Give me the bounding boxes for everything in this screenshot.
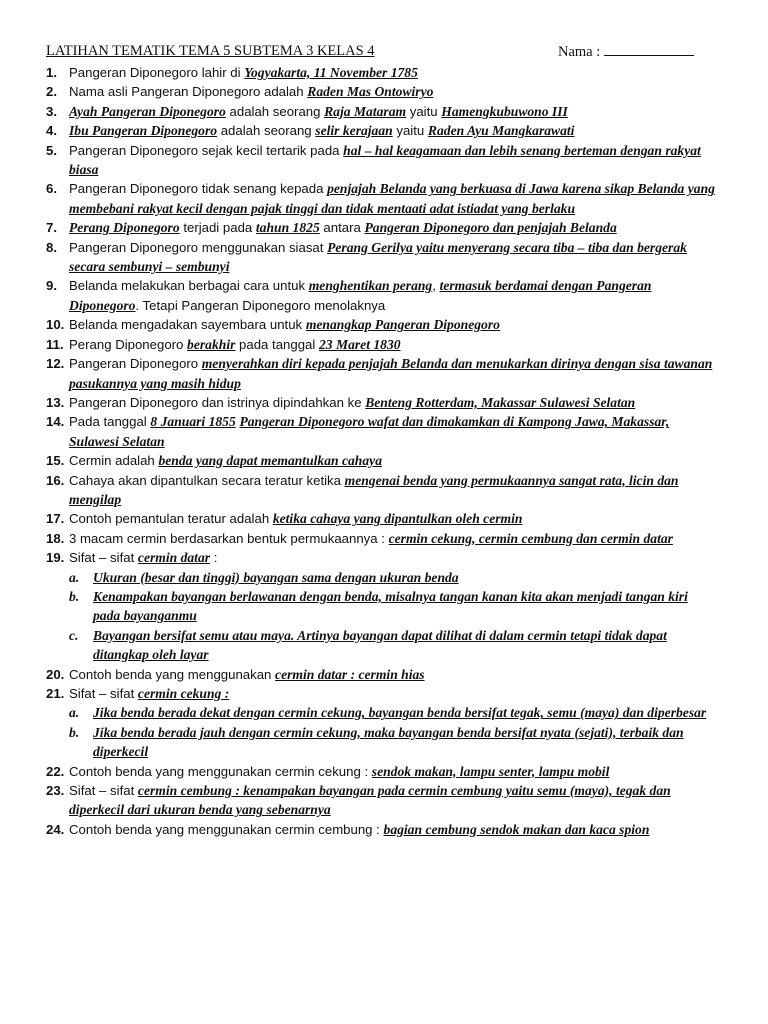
list-item bbox=[0, 276, 768, 315]
answer-text: Raja Mataram bbox=[324, 103, 407, 119]
question-text: antara bbox=[319, 220, 365, 236]
answer-text: termasuk berdamai dengan Pangeran Diponegoro bbox=[69, 278, 652, 313]
item-number: 1. bbox=[46, 65, 57, 80]
list-item bbox=[0, 393, 768, 412]
answer-text: Hamengkubuwono III bbox=[441, 103, 568, 119]
item-number: 12. bbox=[46, 356, 65, 372]
item-number: 19. bbox=[46, 550, 65, 566]
item-number: 7. bbox=[46, 220, 57, 236]
question-text: terjadi pada bbox=[179, 220, 256, 236]
sub-list-item bbox=[69, 626, 718, 665]
answer-text: menangkap Pangeran Diponegoro bbox=[305, 317, 500, 333]
question-text: Pangeran Diponegoro lahir di bbox=[69, 65, 245, 80]
question-answer-list bbox=[0, 63, 768, 839]
question-text: Sifat – sifat bbox=[69, 783, 138, 799]
answer-text: cermin datar bbox=[137, 550, 211, 566]
question-text: Pangeran Diponegoro tidak senang kepada bbox=[69, 181, 328, 197]
answer-text: cermin cekung, cermin cembung dan cermin datar bbox=[388, 530, 673, 546]
answer-text: berakhir bbox=[187, 336, 236, 352]
question-text: Pangeran Diponegoro sejak kecil tertarik pada bbox=[69, 142, 344, 158]
sub-item-letter: c. bbox=[69, 627, 79, 643]
answer-text: benda yang dapat memantulkan cahaya bbox=[158, 453, 382, 469]
answer-text: cermin datar : cermin hias bbox=[275, 666, 425, 682]
question-text: Pangeran Diponegoro dan istrinya dipindahkan ke bbox=[69, 394, 366, 410]
answer-text: hal – hal keagamaan dan lebih senang berteman dengan rakyat biasa bbox=[69, 142, 701, 178]
item-number: 15. bbox=[46, 453, 65, 469]
item-number: 17. bbox=[46, 511, 65, 527]
list-item bbox=[0, 238, 768, 277]
item-number: 11. bbox=[46, 336, 64, 352]
item-number: 3. bbox=[46, 103, 57, 119]
sub-list-item bbox=[69, 587, 718, 626]
item-number: 16. bbox=[46, 472, 65, 488]
list-item bbox=[0, 548, 768, 664]
list-item bbox=[0, 762, 768, 781]
question-text: Contoh pemantulan teratur adalah bbox=[69, 511, 273, 527]
question-text: Sifat – sifat bbox=[69, 686, 138, 701]
question-text: Contoh benda yang menggunakan cermin cembung : bbox=[69, 821, 384, 837]
question-text: Perang Diponegoro bbox=[69, 336, 188, 352]
item-number: 10. bbox=[46, 317, 65, 333]
answer-text: Benteng Rotterdam, Makassar Sulawesi Selatan bbox=[365, 394, 636, 410]
list-item bbox=[0, 781, 768, 820]
question-text: Cahaya akan dipantulkan secara teratur ketika bbox=[69, 472, 345, 488]
item-number: 20. bbox=[46, 666, 65, 682]
sub-list-item bbox=[69, 568, 718, 587]
sub-item-letter: b. bbox=[69, 724, 80, 740]
answer-text: ketika cahaya yang dipantulkan oleh cermin bbox=[272, 511, 523, 527]
name-label: Nama : bbox=[558, 44, 601, 60]
list-item bbox=[0, 218, 768, 237]
answer-text: Raden Mas Ontowiryo bbox=[307, 84, 434, 100]
question-text: Sifat – sifat bbox=[69, 550, 138, 566]
list-item bbox=[0, 412, 768, 451]
list-item bbox=[0, 102, 768, 121]
answer-text: menyerahkan diri kepada penjajah Belanda dan menukarkan dirinya dengan sisa tawanan pasukannya yang masih hidup bbox=[69, 356, 713, 391]
item-number: 5. bbox=[46, 142, 57, 158]
list-item bbox=[0, 451, 768, 470]
answer-text: bagian cembung sendok makan dan kaca spion bbox=[383, 821, 650, 837]
sub-item-letter: a. bbox=[69, 569, 80, 585]
question-text: Contoh benda yang menggunakan bbox=[69, 666, 276, 682]
item-number: 9. bbox=[46, 278, 57, 294]
sub-list-item bbox=[69, 703, 718, 722]
list-item bbox=[0, 471, 768, 510]
item-number: 4. bbox=[46, 123, 57, 139]
answer-text: Pangeran Diponegoro wafat dan dimakamkan di Kampong Jawa, Makassar, Sulawesi Selatan bbox=[69, 414, 670, 449]
name-blank-line bbox=[604, 43, 694, 56]
question-text: adalah seorang bbox=[217, 123, 316, 139]
item-number: 8. bbox=[46, 239, 57, 255]
answer-text: Perang Diponegoro bbox=[69, 220, 180, 236]
question-text: Cermin adalah bbox=[69, 453, 159, 469]
item-number: 23. bbox=[46, 783, 65, 799]
sub-list bbox=[69, 568, 718, 665]
question-text: adalah seorang bbox=[225, 103, 325, 119]
answer-text: selir kerajaan bbox=[315, 123, 393, 139]
sub-list bbox=[69, 703, 718, 761]
answer-text: 23 Maret 1830 bbox=[319, 336, 401, 352]
item-number: 6. bbox=[46, 181, 57, 197]
list-item bbox=[0, 141, 768, 180]
name-field bbox=[558, 43, 694, 61]
list-item bbox=[0, 529, 768, 548]
item-number: 24. bbox=[46, 821, 65, 837]
sub-list-item bbox=[69, 723, 718, 762]
item-number: 21. bbox=[46, 686, 65, 701]
list-item bbox=[0, 820, 768, 839]
item-number: 14. bbox=[46, 414, 65, 430]
question-text: Contoh benda yang menggunakan cermin cekung : bbox=[69, 763, 372, 779]
answer-text: Ukuran (besar dan tinggi) bayangan sama dengan ukuran benda bbox=[93, 569, 459, 585]
question-text: yaitu bbox=[392, 123, 428, 139]
question-text: . Tetapi Pangeran Diponegoro menolaknya bbox=[135, 297, 386, 313]
answer-text: Bayangan bersifat semu atau maya. Artinya bayangan dapat dilihat di dalam cermin tetapi tidak dapat ditangkap oleh layar bbox=[93, 627, 667, 663]
question-text: Belanda melakukan berbagai cara untuk bbox=[69, 278, 309, 294]
sub-item-letter: b. bbox=[69, 588, 80, 604]
list-item bbox=[0, 509, 768, 528]
list-item bbox=[0, 665, 768, 684]
worksheet-title: LATIHAN TEMATIK TEMA 5 SUBTEMA 3 KELAS 4 bbox=[46, 43, 375, 59]
answer-text: Yogyakarta, 11 November 1785 bbox=[244, 65, 418, 80]
item-number: 13. bbox=[46, 394, 65, 410]
sub-item-letter: a. bbox=[69, 705, 80, 721]
answer-text: Jika benda berada jauh dengan cermin cekung, maka bayangan benda bersifat nyata (sejati), terbaik dan diperkecil bbox=[93, 724, 684, 760]
question-text: pada tanggal bbox=[235, 336, 319, 352]
answer-text: Ayah Pangeran Diponegoro bbox=[69, 103, 226, 119]
answer-text: menghentikan perang bbox=[308, 278, 433, 294]
answer-text: Kenampakan bayangan berlawanan dengan benda, misalnya tangan kanan kita akan menjadi tangan kiri pada bayanganmu bbox=[93, 588, 688, 624]
list-item bbox=[0, 354, 768, 393]
list-item bbox=[0, 179, 768, 218]
list-item bbox=[0, 315, 768, 334]
answer-text: Pangeran Diponegoro dan penjajah Belanda bbox=[364, 220, 617, 236]
question-text: : bbox=[210, 550, 218, 566]
answer-text: mengenai benda yang permukaannya sangat rata, licin dan mengilap bbox=[69, 472, 679, 507]
list-item bbox=[0, 121, 768, 140]
question-text: Belanda mengadakan sayembara untuk bbox=[69, 317, 306, 333]
list-item bbox=[0, 82, 768, 101]
question-text: Nama asli Pangeran Diponegoro adalah bbox=[69, 84, 308, 100]
answer-text: Jika benda berada dekat dengan cermin cekung, bayangan benda bersifat tegak, semu (maya) dan diperbesar bbox=[93, 705, 707, 721]
question-text: Pangeran Diponegoro menggunakan siasat bbox=[69, 239, 328, 255]
item-number: 18. bbox=[46, 530, 65, 546]
answer-text: cermin cekung : bbox=[137, 686, 230, 701]
answer-text: Perang Gerilya yaitu menyerang secara tiba – tiba dan bergerak secara sembunyi – sembunyi bbox=[69, 239, 687, 275]
question-text: 3 macam cermin berdasarkan bentuk permukaannya : bbox=[69, 530, 389, 546]
answer-text: tahun 1825 bbox=[255, 220, 320, 236]
question-text: , bbox=[432, 278, 440, 294]
list-item bbox=[0, 684, 768, 762]
answer-text: Raden Ayu Mangkarawati bbox=[427, 123, 575, 139]
list-item bbox=[0, 335, 768, 354]
answer-text: sendok makan, lampu senter, lampu mobil bbox=[371, 763, 610, 779]
item-number: 22. bbox=[46, 763, 65, 779]
item-number: 2. bbox=[46, 84, 57, 100]
answer-text: penjajah Belanda yang berkuasa di Jawa karena sikap Belanda yang membebani rakyat kecil dengan pajak tinggi dan tidak mentaati adat istiadat yang berlaku bbox=[69, 181, 715, 216]
answer-text: 8 Januari 1855 bbox=[150, 414, 236, 430]
answer-text: Ibu Pangeran Diponegoro bbox=[69, 123, 218, 139]
worksheet-header bbox=[46, 43, 726, 63]
answer-text: cermin cembung : kenampakan bayangan pada cermin cembung yaitu semu (maya), tegak dan diperkecil dari ukuran benda yang sebenarnya bbox=[69, 783, 671, 818]
question-text: Pada tanggal bbox=[69, 414, 151, 430]
list-item bbox=[0, 63, 768, 82]
question-text: Pangeran Diponegoro bbox=[69, 356, 202, 372]
question-text: yaitu bbox=[406, 103, 442, 119]
